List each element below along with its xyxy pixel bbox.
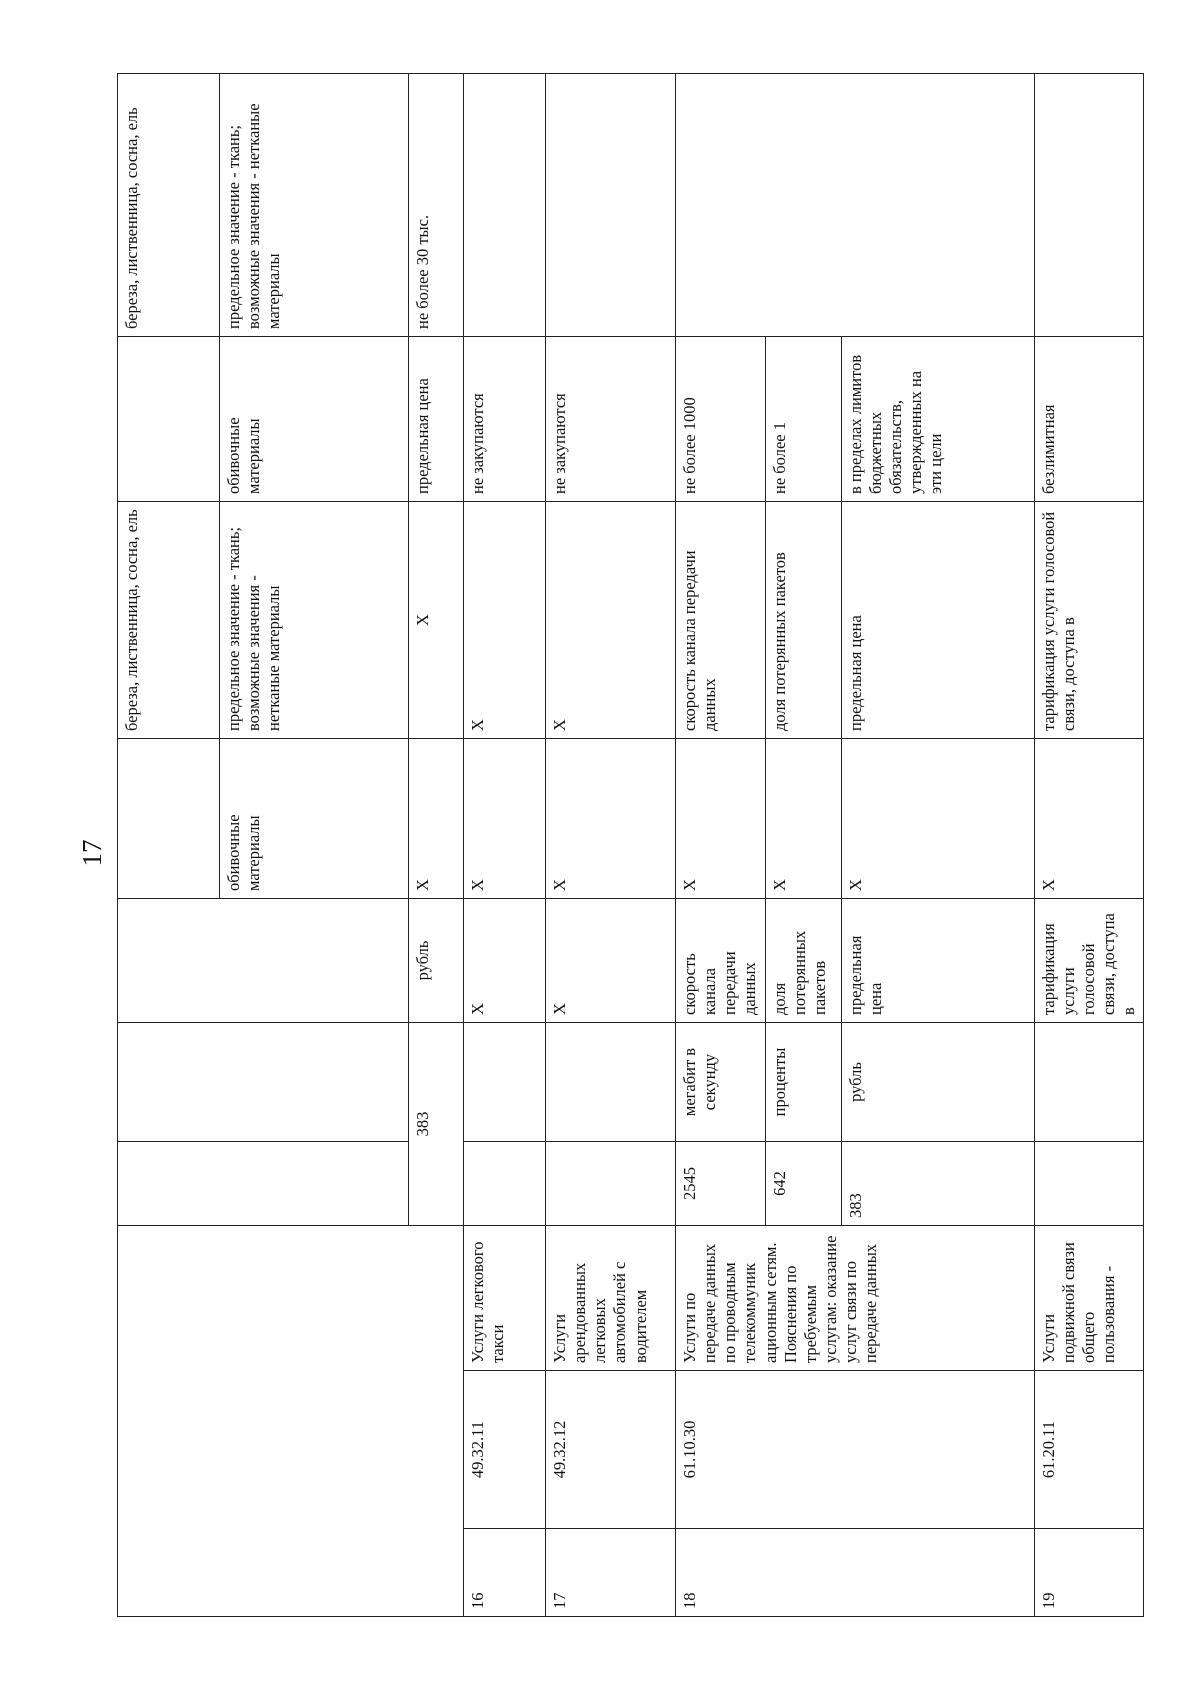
- char-value-cell: тарификация услуги голосовой связи, доступа в: [1034, 502, 1144, 739]
- upholstery-value-spec-cell: предельное значение - ткань; возможные значения - нетканые материалы: [220, 74, 409, 337]
- unit-cell: рубль: [409, 899, 464, 1023]
- table-row: [464, 74, 546, 1617]
- char-name-cell: доля потерянных пакетов: [765, 899, 841, 1023]
- requirements-table: [117, 73, 1144, 1617]
- char-value-cell: доля потерянных пакетов: [765, 502, 841, 739]
- carryover-blank-cell: [118, 739, 220, 899]
- service-name-cell: Услуги легкового такси: [464, 1226, 546, 1371]
- value-cell: не закупаются: [464, 337, 546, 502]
- rotated-table-wrapper: [117, 74, 1138, 1617]
- carryover-blank-cell: [118, 337, 220, 502]
- char-value-cell: скорость канала передачи данных: [676, 502, 766, 739]
- service-name-cell: Услуги по передаче данных по проводным телекоммуник ационным сетям. Пояснения по требуемым услугам: оказание услуг связи по передаче данных: [676, 1226, 1035, 1371]
- okpd-code-cell: 61.10.30: [676, 1371, 1035, 1529]
- table-row: [546, 74, 676, 1617]
- upholstery-value-cell: обивочные материалы: [220, 337, 409, 502]
- unit-cell: [464, 1023, 546, 1142]
- char-value-cell: X: [546, 502, 676, 739]
- char-name-cell: X: [409, 739, 464, 899]
- char-mark-cell: X: [546, 739, 676, 899]
- char-spec-cell: X: [409, 502, 464, 739]
- row-number-cell: 16: [464, 1529, 546, 1617]
- okei-code-cell: 642: [765, 1142, 841, 1226]
- char-name-cell: тарификация услуги голосовой связи, доступа в: [1034, 899, 1144, 1023]
- okei-code-cell: 383: [409, 1023, 464, 1226]
- value-cell: не более 1: [765, 337, 841, 502]
- row-number-cell: 18: [676, 1529, 1035, 1617]
- service-name-cell: Услуги арендованных легковых автомобилей с водителем: [546, 1226, 676, 1371]
- okei-code-cell: [546, 1142, 676, 1226]
- char-mark-cell: X: [765, 739, 841, 899]
- blank-cell: [1034, 74, 1144, 337]
- char-mark-cell: X: [464, 739, 546, 899]
- unit-cell: мегабит в секунду: [676, 1023, 766, 1142]
- okei-code-cell: [464, 1142, 546, 1226]
- carryover-blank-cell: [118, 1142, 409, 1226]
- carryover-blank-cell: [118, 899, 409, 1023]
- char-name-cell: предельная цена: [841, 899, 1034, 1023]
- table-row: [118, 74, 220, 1617]
- carryover-blank-cell: [118, 1023, 409, 1142]
- char-mark-cell: X: [676, 739, 766, 899]
- blank-cell: [676, 74, 1035, 337]
- okpd-code-cell: 49.32.12: [546, 1371, 676, 1529]
- okei-code-cell: [1034, 1142, 1144, 1226]
- okei-code-cell: 2545: [676, 1142, 766, 1226]
- carryover-blank-cell: [118, 1226, 464, 1617]
- value-cell: в пределах лимитов бюджетных обязательств, утвержденных на эти цели: [841, 337, 1034, 502]
- okei-code-cell: 383: [841, 1142, 1034, 1226]
- row-number-cell: 19: [1034, 1529, 1144, 1617]
- table-row: [1034, 74, 1144, 1617]
- value-cell: не закупаются: [546, 337, 676, 502]
- unit-cell: проценты: [765, 1023, 841, 1142]
- table-row: [676, 74, 766, 1617]
- char-value-cell: предельная цена: [841, 502, 1034, 739]
- upholstery-spec-cell: предельное значение - ткань; возможные значения - нетканые материалы: [220, 502, 409, 739]
- unit-cell: [1034, 1023, 1144, 1142]
- blank-cell: [464, 74, 546, 337]
- unit-cell: [546, 1023, 676, 1142]
- species-value-cell: береза, лиственница, сосна, ель: [118, 74, 220, 337]
- char-mark-cell: X: [1034, 739, 1144, 899]
- char-name-cell: X: [464, 899, 546, 1023]
- okpd-code-cell: 61.20.11: [1034, 1371, 1144, 1529]
- char-mark-cell: X: [841, 739, 1034, 899]
- upholstery-name-cell: обивочные материалы: [220, 739, 409, 899]
- char-name-cell: скорость канала передачи данных: [676, 899, 766, 1023]
- value-cell: безлимитная: [1034, 337, 1144, 502]
- okpd-code-cell: 49.32.11: [464, 1371, 546, 1529]
- value-name-cell: предельная цена: [409, 337, 464, 502]
- row-number-cell: 17: [546, 1529, 676, 1617]
- value-spec-cell: не более 30 тыс.: [409, 74, 464, 337]
- char-name-cell: X: [546, 899, 676, 1023]
- species-spec-cell: береза, лиственница, сосна, ель: [118, 502, 220, 739]
- unit-cell: рубль: [841, 1023, 1034, 1142]
- value-cell: не более 1000: [676, 337, 766, 502]
- page-number: 17: [77, 839, 107, 867]
- char-value-cell: X: [464, 502, 546, 739]
- blank-cell: [546, 74, 676, 337]
- service-name-cell: Услуги подвижной связи общего пользования -: [1034, 1226, 1144, 1371]
